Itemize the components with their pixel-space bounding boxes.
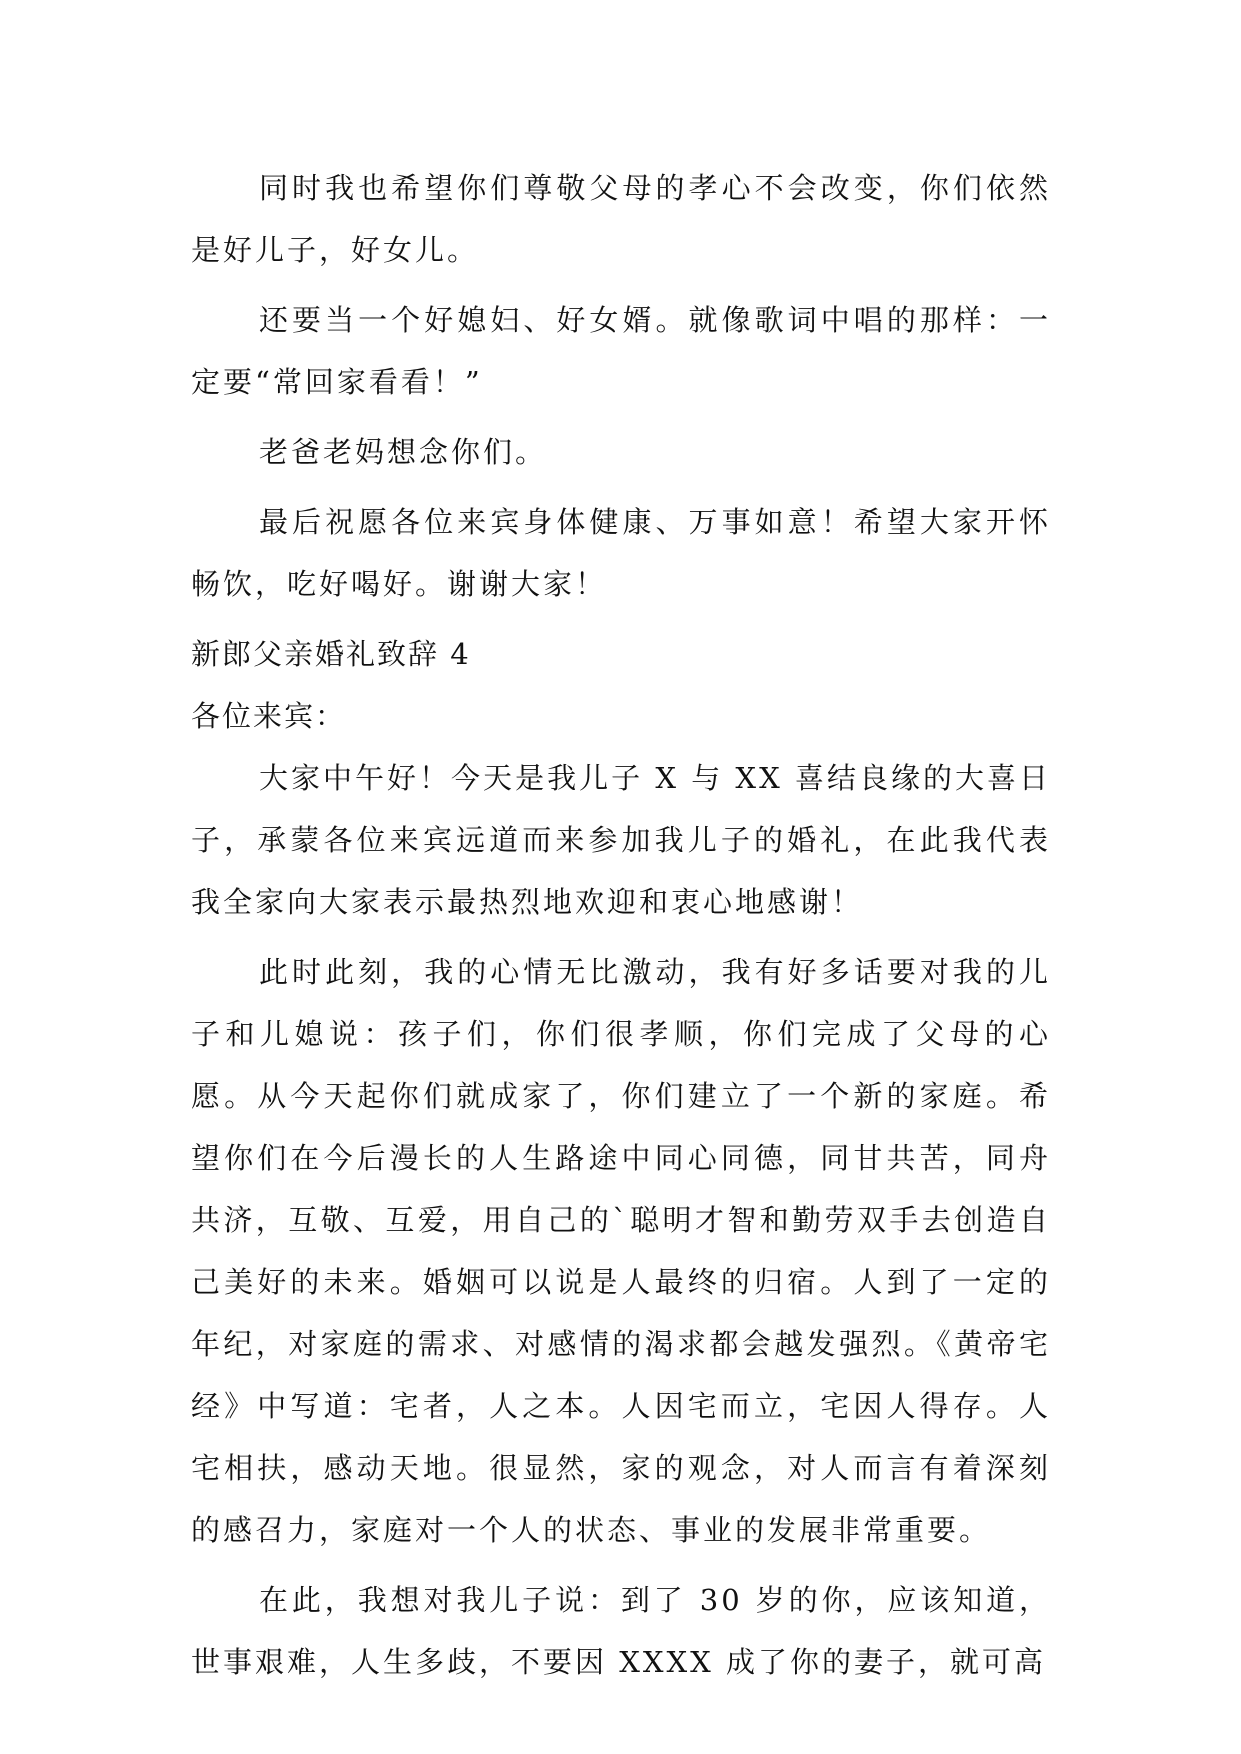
paragraph-message-to-son: 在此，我想对我儿子说：到了 30 岁的你，应该知道，世事艰难，人生多歧，不要因 XXXX 成了你的妻子，就可高 (191, 1583, 1051, 1679)
salutation: 各位来宾： (191, 699, 347, 733)
paragraph-welcome: 大家中午好！今天是我儿子 X 与 XX 喜结良缘的大喜日子，承蒙各位来宾远道而来参加我儿子的婚礼，在此我代表我全家向大家表示最热烈地欢迎和衷心地感谢！ (191, 761, 1051, 919)
paragraph-message-to-couple: 此时此刻，我的心情无比激动，我有好多话要对我的儿子和儿媳说：孩子们，你们很孝顺，你们完成了父母的心愿。从今天起你们就成家了，你们建立了一个新的家庭。希望你们在今后漫长的人生路途中同心同德，同甘共苦，同舟共济，互敬、互爱，用自己的`聪明才智和勤劳双手去创造自己美好的未来。婚姻可以说是人最终的归宿。人到了一定的年纪，对家庭的需求、对感情的渴求都会越发强烈。《黄帝宅经》中写道：宅者，人之本。人因宅而立，宅因人得存。人宅相扶，感动天地。很显然，家的观念，对人而言有着深刻的感召力，家庭对一个人的状态、事业的发展非常重要。 (191, 955, 1051, 1547)
paragraph-parents-miss-you: 老爸老妈想念你们。 (259, 435, 548, 469)
paragraph-respect-parents: 同时我也希望你们尊敬父母的孝心不会改变，你们依然是好儿子，好女儿。 (191, 171, 1051, 267)
section-title: 新郎父亲婚礼致辞 4 (191, 637, 471, 671)
paragraph-closing-wishes: 最后祝愿各位来宾身体健康、万事如意！希望大家开怀畅饮，吃好喝好。谢谢大家！ (191, 505, 1051, 601)
document-body (191, 157, 1051, 1701)
paragraph-visit-home: 还要当一个好媳妇、好女婿。就像歌词中唱的那样：一定要“常回家看看！” (191, 303, 1051, 399)
